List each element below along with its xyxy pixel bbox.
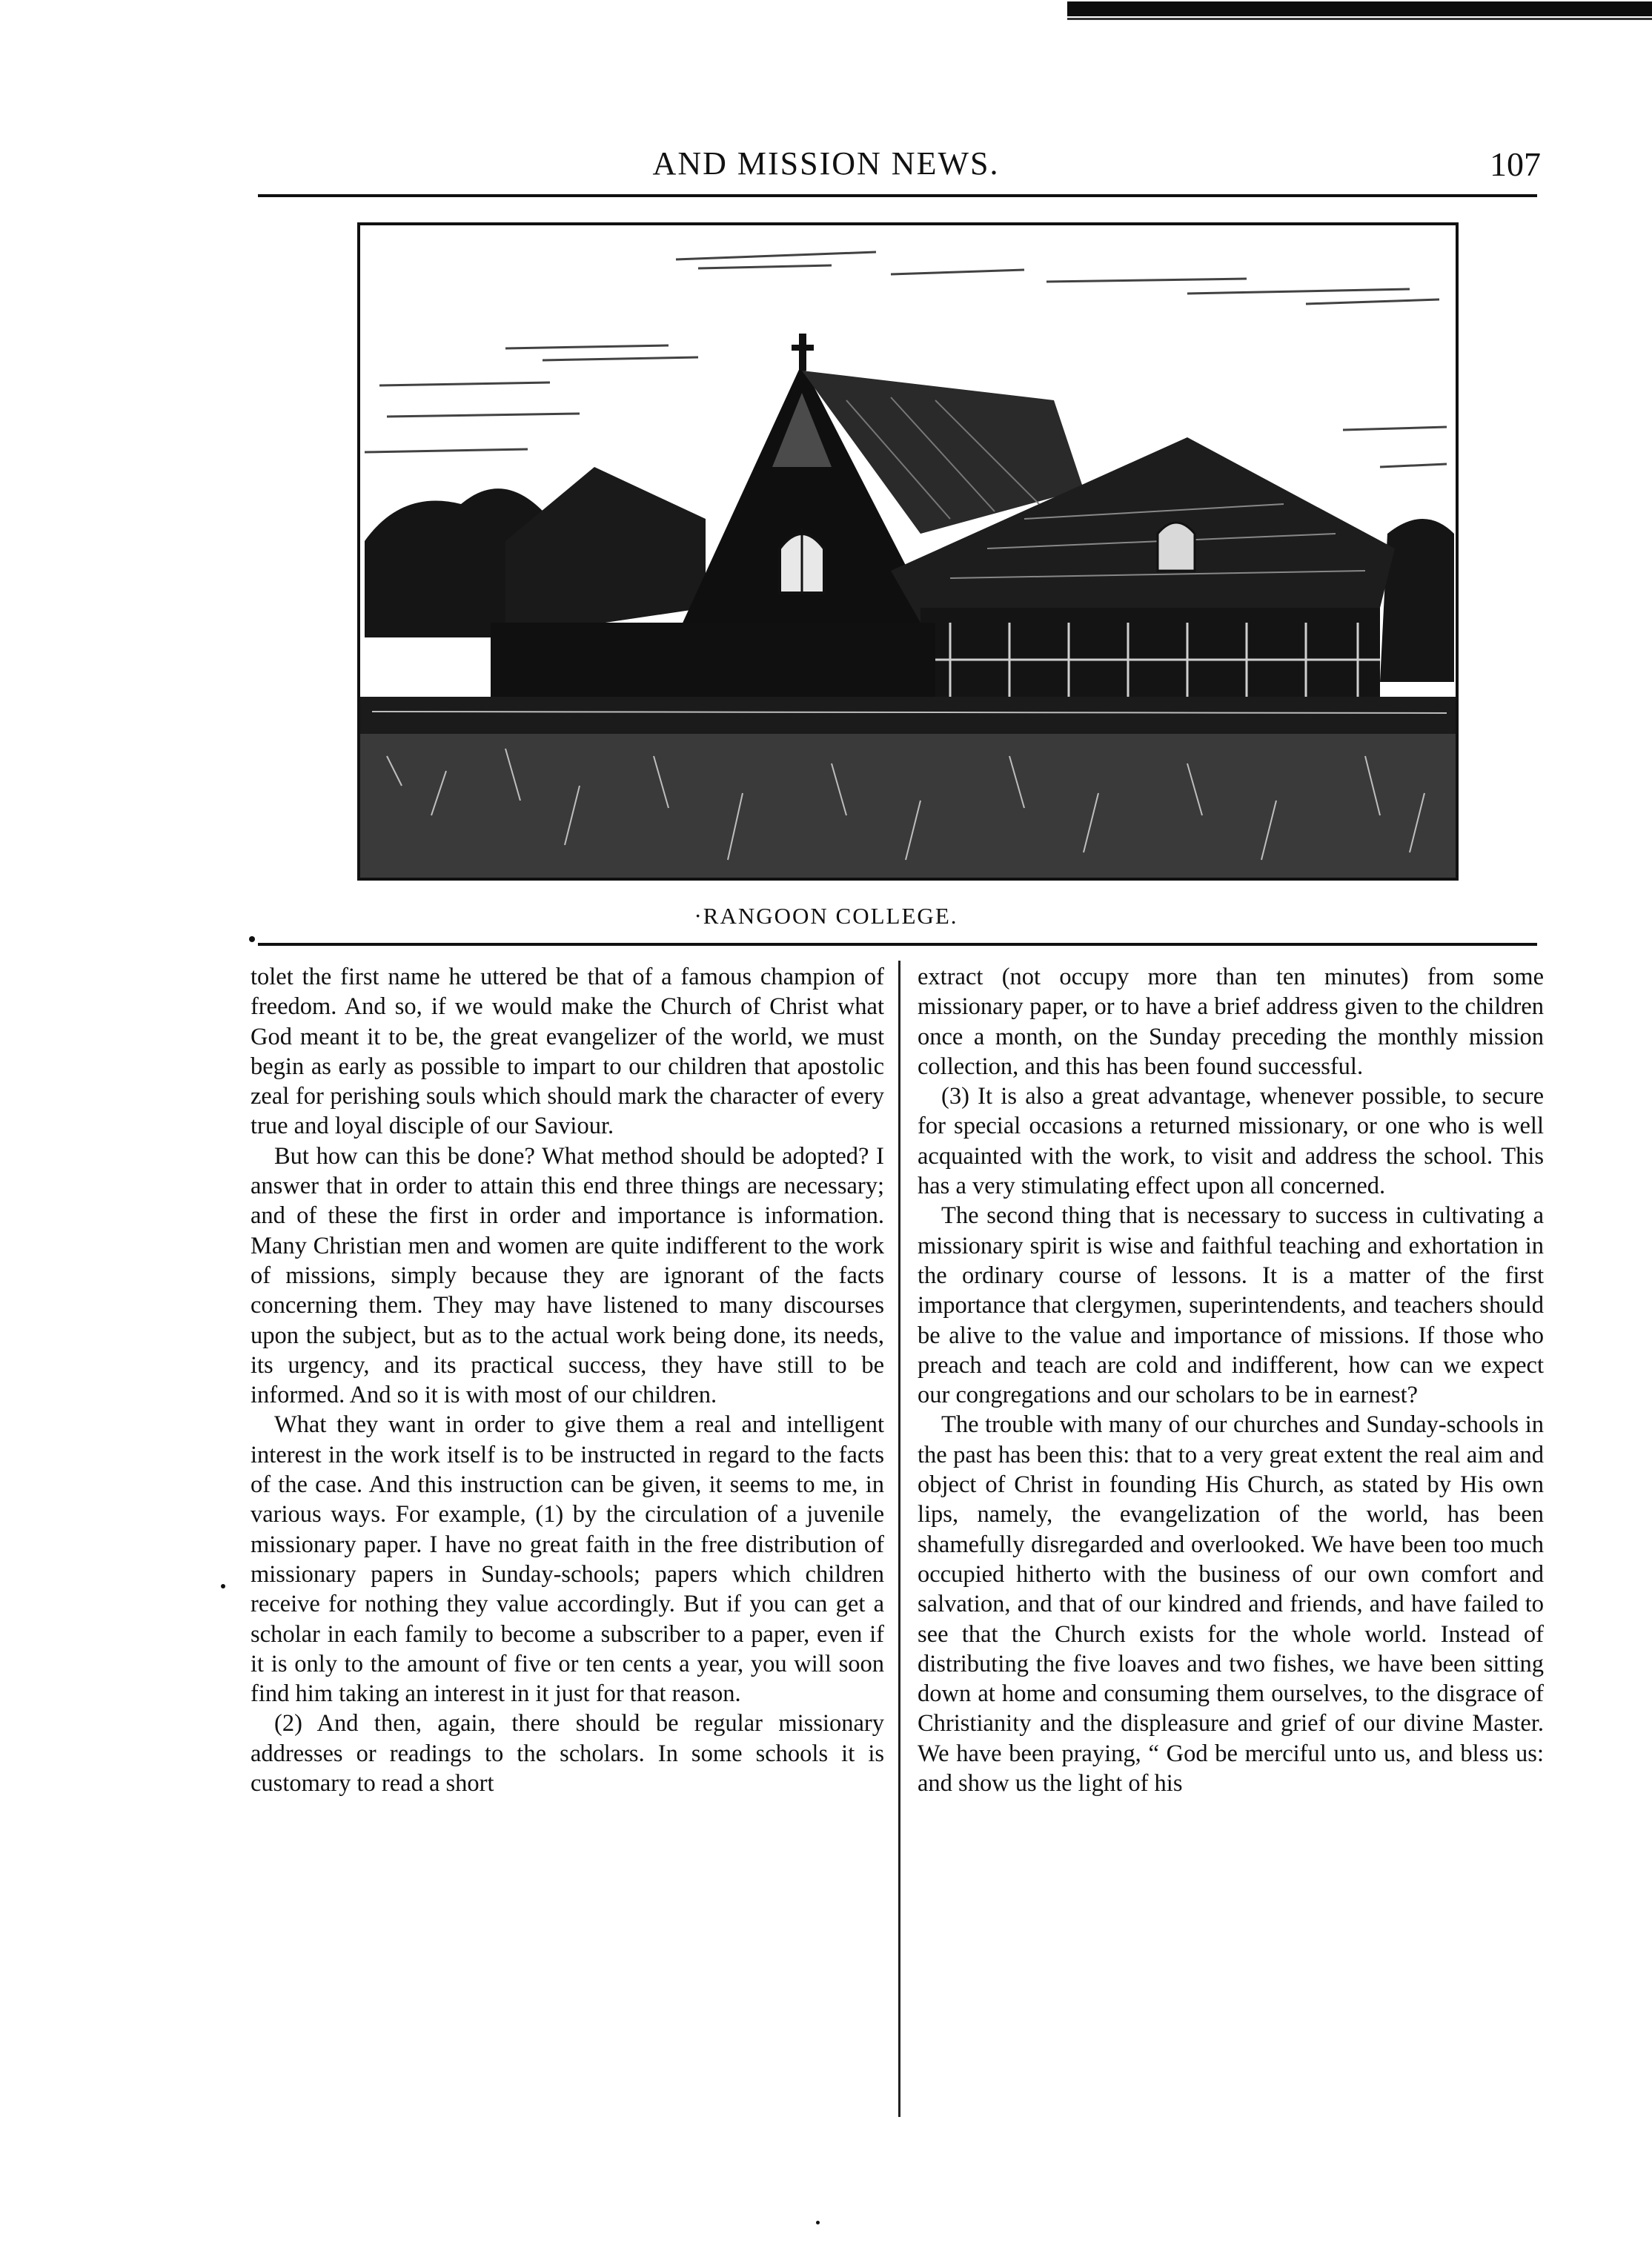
paragraph: tolet the first name he uttered be that of a famous champion of freedom. And so, if we would make the Church of Christ what God meant it to be, the great evangelizer of the world, we must begin as early as possible to impart to our children that apostolic zeal for perishing souls which should mark the character of every true and loyal disciple of our Saviour. — [251, 964, 884, 1140]
paragraph: What they want in order to give them a real and intelligent interest in the work itself is to be instructed in regard to the facts of the case. And this instruction can be given, it seems to me, in various ways. For example, (1) by the circulation of a juvenile missionary paper. I have no great faith in the free distribution of missionary papers in Sunday-schools; papers which children receive for nothing they value accordingly. But if you can get a scholar in each family to become a subscriber to a paper, even if it is only to the amount of five or ten cents a year, you will soon find him taking an interest in it just for that reason. — [251, 1411, 884, 1708]
paragraph: (2) And then, again, there should be regular missionary addresses or readings to the scholars. In some schools it is customary to read a short — [251, 1710, 884, 1798]
paragraph: The second thing that is necessary to success in cultivating a missionary spirit is wise and faithful teaching and exhortation in the ordinary course of lessons. It is a matter of the first importance that clergymen, superintendents, and teachers should be alive to the value and importance of missions. If those who preach and teach are cold and indifferent, how can we expect our congregations and our scholars to be in earnest? — [918, 1202, 1544, 1409]
church-illustration — [357, 222, 1459, 881]
scan-edge-bar — [1067, 1, 1652, 16]
running-header: AND MISSION NEWS. — [652, 145, 1000, 182]
page-number: 107 — [1490, 145, 1541, 183]
left-column — [251, 962, 884, 1798]
illustration-caption: ·RANGOON COLLEGE. — [694, 903, 958, 929]
paragraph: The trouble with many of our churches and Sunday-schools in the past has been this: that to a very great extent the real aim and object of Christ in founding His Church, as stated by His own lips, namely, the evangelization of the world, has been shamefully disregarded and overlooked. We have been too much occupied hitherto with the business of our own comfort and salvation, and that of our kindred and friends, and have failed to see that the Church exists for the whole world. Instead of distributing the five loaves and two fishes, we have been sitting down at home and consuming them ourselves, to the disgrace of Christianity and the displeasure and grief of our divine Master. We have been praying, “ God be merciful unto us, and bless us: and show us the light of his — [918, 1411, 1544, 1798]
column-divider — [898, 961, 900, 2117]
paragraph: (3) It is also a great advantage, whenever possible, to secure for special occasions a returned missionary, or one who is well acquainted with the work, to visit and address the school. This has a very stimulating effect upon all concerned. — [918, 1083, 1544, 1200]
paragraph: extract (not occupy more than ten minutes) from some missionary paper, or to have a brief address given to the children once a month, on the Sunday preceding the monthly mission collection, and this has been found successful. — [918, 964, 1544, 1080]
scan-edge-line — [1067, 18, 1652, 20]
caption-rule — [258, 943, 1537, 946]
right-column — [918, 962, 1544, 1798]
paragraph: But how can this be done? What method should be adopted? I answer that in order to attain this end three things are necessary; and of these the first in order and importance is information. Many Christian men and women are quite indifferent to the work of missions, simply because they are ignorant of the facts concerning them. They may have listened to many discourses upon the subject, but as to the actual work being done, its needs, its urgency, and its practical success, they have still to be informed. And so it is with most of our children. — [251, 1142, 884, 1409]
stray-mark — [249, 936, 255, 942]
stray-mark — [221, 1584, 225, 1588]
header-rule — [258, 194, 1537, 197]
stray-mark — [816, 2221, 820, 2224]
